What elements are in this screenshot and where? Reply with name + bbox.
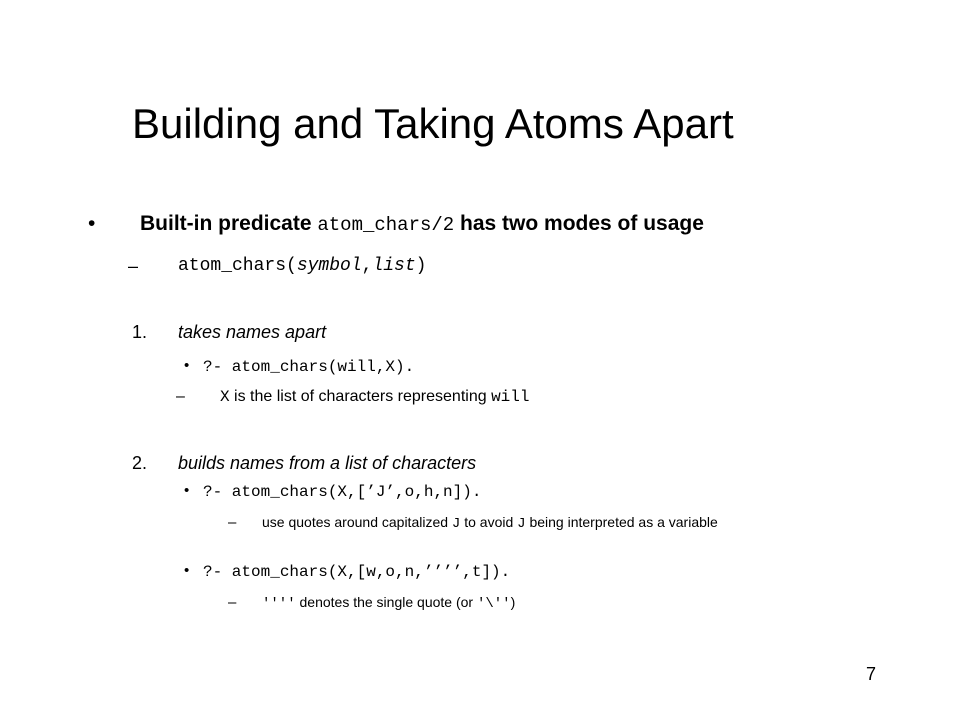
signature-code-pre: atom_chars(: [178, 256, 297, 276]
signature-arg-list: list: [372, 256, 416, 276]
bullet-icon: •: [184, 357, 190, 374]
note-code-quote: '''': [262, 596, 296, 612]
bullet-main-text: [140, 212, 704, 236]
slide-title: Building and Taking Atoms Apart: [132, 100, 734, 147]
bullet-icon: •: [184, 562, 190, 579]
note-text: [262, 593, 822, 614]
note-part-c: being interpreted as a variable: [525, 514, 718, 530]
bullet-icon: •: [88, 212, 96, 235]
bullet-icon: •: [184, 482, 190, 499]
dash-icon: –: [228, 594, 237, 611]
signature-comma: ,: [361, 256, 373, 276]
note-code: will: [491, 388, 530, 406]
note-code-j1: J: [451, 516, 461, 532]
note-var: X: [220, 388, 230, 406]
query-code: ?- atom_chars(X,[’J’,o,h,n]).: [203, 483, 482, 501]
query-code: ?- atom_chars(X,[w,o,n,’’’’,t]).: [203, 563, 511, 581]
dash-icon: –: [128, 256, 139, 276]
dash-icon: –: [176, 388, 185, 405]
signature-code-post: ): [415, 256, 427, 276]
item-number: 2.: [132, 453, 148, 473]
note-part-a: denotes the single quote (or: [295, 594, 477, 610]
note-body: is the list of characters representing: [229, 388, 492, 405]
bullet-main-prefix: Built-in predicate: [140, 212, 318, 235]
note-code-j2: J: [517, 516, 526, 532]
note-part-b: ): [510, 594, 516, 610]
item-text: takes names apart: [178, 322, 327, 342]
query-code: ?- atom_chars(will,X).: [203, 358, 415, 376]
note-text: [220, 388, 529, 406]
page-number: 7: [866, 664, 877, 684]
signature-code: [178, 256, 426, 276]
note-part-b: to avoid: [460, 514, 518, 530]
bullet-main-code: atom_chars/2: [317, 214, 455, 236]
item-text: builds names from a list of characters: [178, 453, 477, 473]
note-text: [262, 513, 822, 534]
signature-arg-symbol: symbol: [296, 256, 362, 276]
note-part-a: use quotes around capitalized: [262, 514, 452, 530]
bullet-main-suffix: has two modes of usage: [454, 212, 704, 235]
dash-icon: –: [228, 514, 237, 531]
note-code-escaped-quote: '\'': [476, 596, 511, 612]
item-number: 1.: [132, 322, 148, 342]
